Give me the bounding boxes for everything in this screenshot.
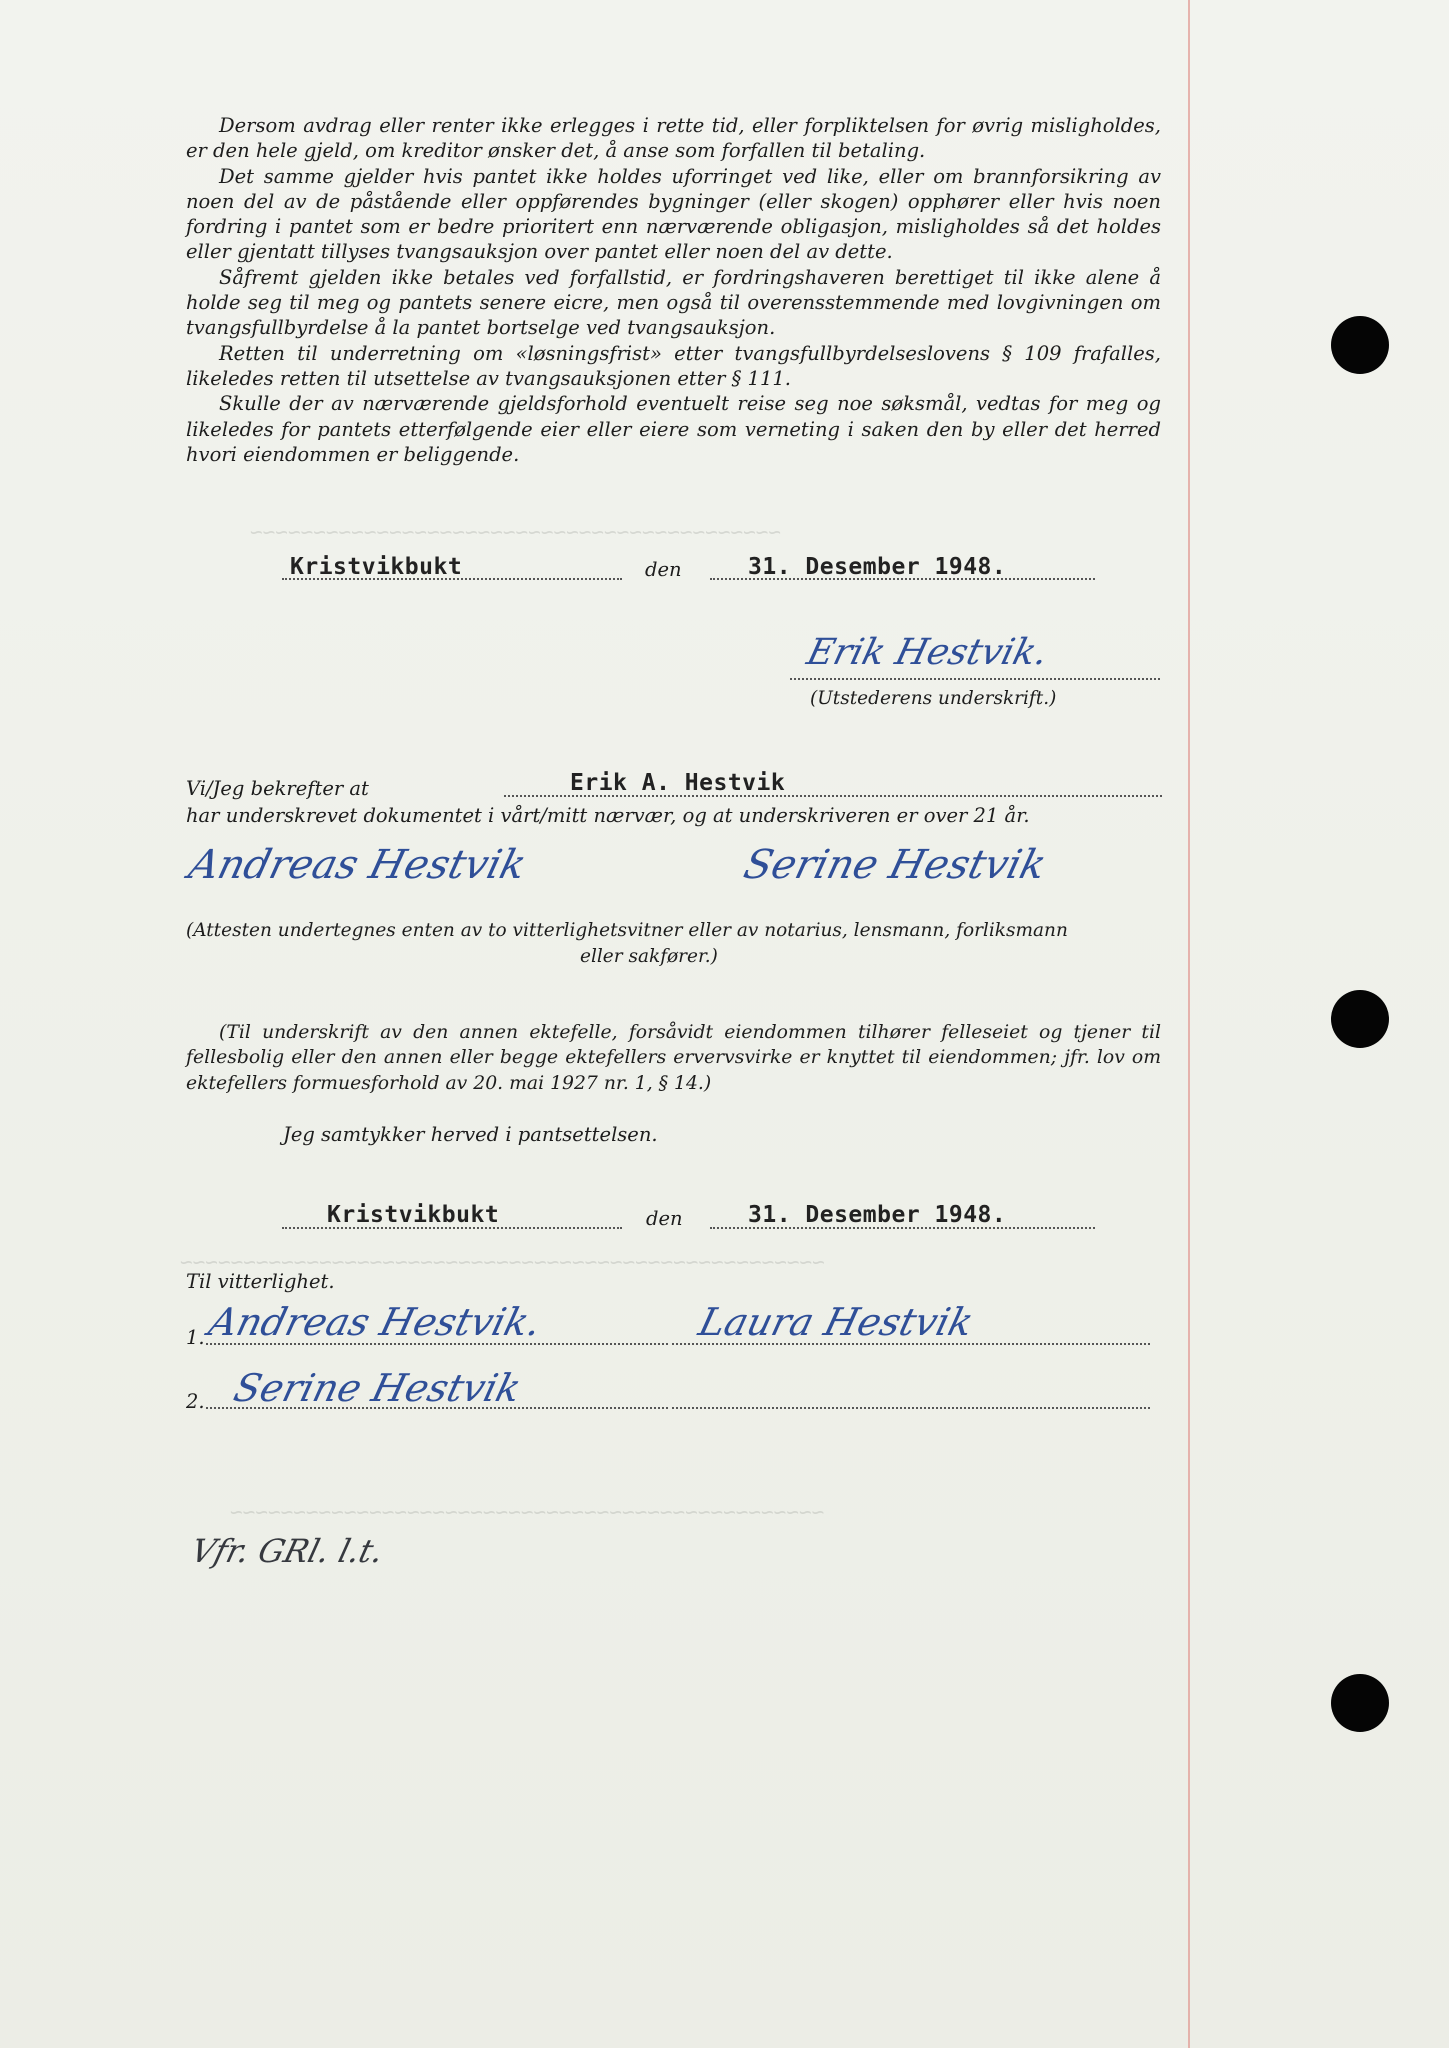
paragraph: Det samme gjelder hvis pantet ikke holdes uforringet ved like, eller om brannforsikring av noen del av de påstående eller oppførendes bygninger (eller skogen) opphører eller hvis noen fordring i pantet som er bedre prioritert enn nærværende obligasjon, misligholdes så det holdes eller gjentatt tillyses tvangsauksjon over pantet eller noen del av dette.	[186, 164, 1161, 264]
bleed-through-text: ~~~~~~~~~~~~~~~~~~~~~~~~~~~~~~~~~~~~~~~~~~	[250, 520, 782, 544]
issue-place: Kristvikbukt	[290, 554, 463, 580]
dotted-line	[672, 1407, 1150, 1409]
punch-hole-top	[1331, 316, 1389, 374]
issue-date: 31. Desember 1948.	[748, 554, 1007, 580]
spouse-consent: Jeg samtykker herved i pantsettelsen.	[283, 1123, 658, 1146]
vitterlighet-label: Til vitterlighet.	[186, 1270, 335, 1293]
spouse-note	[186, 1020, 1161, 1096]
witness-number-1: 1.	[186, 1326, 205, 1349]
bleed-through-text: ~~~~~~~~~~~~~~~~~~~~~~~~~~~~~~~~~~~~~~~~~~~~~~~	[230, 1500, 825, 1524]
vitterlighet-signature-2: Serine Hestvik	[229, 1366, 526, 1410]
bleed-through-text: ~~~~~~~~~~~~~~~~~~~~~~~~~~~~~~~~~~~~~~~~~~~~~~~~~~~	[180, 1250, 825, 1274]
registry-annotation: Vfr. GRl. l.t.	[187, 1532, 388, 1570]
paragraph: (Til underskrift av den annen ektefelle, forsåvidt eiendommen tilhører felleseiet og tjener til fellesbolig eller den annen eller begge ektefellers ervervsvirke er knyttet til eiendommen; jfr. lov om ektefellers formuesforhold av 20. mai 1927 nr. 1, § 14.)	[186, 1022, 1161, 1094]
spouse-den: den	[646, 1207, 683, 1230]
attest-note-line-1: (Attesten undertegnes enten av to vitterlighetsvitner eller av notarius, lensmann, forliksmann	[186, 920, 1068, 941]
dotted-line	[790, 678, 1160, 680]
issuer-signature: Erik Hestvik.	[802, 632, 1053, 673]
witness-number-2: 2.	[186, 1390, 205, 1413]
paragraph: Såfremt gjelden ikke betales ved forfallstid, er fordringshaveren berettiget til ikke alene å holde seg til meg og pantets senere eicre, men også til overensstemmende med lovgivningen om tvangsfullbyrdelse å la pantet bortselge ved tvangsauksjon.	[186, 265, 1161, 340]
witness-intro: Vi/Jeg bekrefter at	[186, 777, 369, 800]
witness-statement: har underskrevet dokumentet i vårt/mitt nærvær, og at underskriveren er over 21 år.	[186, 804, 1030, 827]
margin-rule	[1188, 0, 1190, 2048]
paragraph: Skulle der av nærværende gjeldsforhold eventuelt reise seg noe søksmål, vedtas for meg og likeledes for pantets etterfølgende eier eller eiere som verneting i saken den by eller det herred hvori eiendommen er beliggende.	[186, 392, 1161, 466]
signature-caption: (Utstederens underskrift.)	[810, 688, 1057, 709]
spouse-date: 31. Desember 1948.	[748, 1202, 1007, 1228]
terms-text	[186, 113, 1161, 467]
witness-signature-1: Andreas Hestvik	[184, 842, 531, 888]
witness-person-name: Erik A. Hestvik	[570, 770, 786, 796]
paragraph: Dersom avdrag eller renter ikke erlegges i rette tid, eller forpliktelsen for øvrig misligholdes, er den hele gjeld, om kreditor ønsker det, å anse som forfallen til betaling.	[186, 114, 1161, 163]
witness-signature-2: Serine Hestvik	[739, 842, 1051, 888]
punch-hole-middle	[1331, 990, 1389, 1048]
punch-hole-bottom	[1331, 1674, 1389, 1732]
vitterlighet-signature-1: Andreas Hestvik.	[204, 1300, 546, 1344]
paragraph: Retten til underretning om «løsningsfrist» etter tvangsfullbyrdelseslovens § 109 frafalles, likeledes retten til utsettelse av tvangsauksjonen etter § 111.	[186, 341, 1161, 390]
spouse-signature: Laura Hestvik	[694, 1300, 978, 1344]
spouse-place: Kristvikbukt	[327, 1202, 500, 1228]
attest-note-line-2: eller sakfører.)	[580, 946, 718, 967]
issue-den: den	[645, 558, 682, 581]
